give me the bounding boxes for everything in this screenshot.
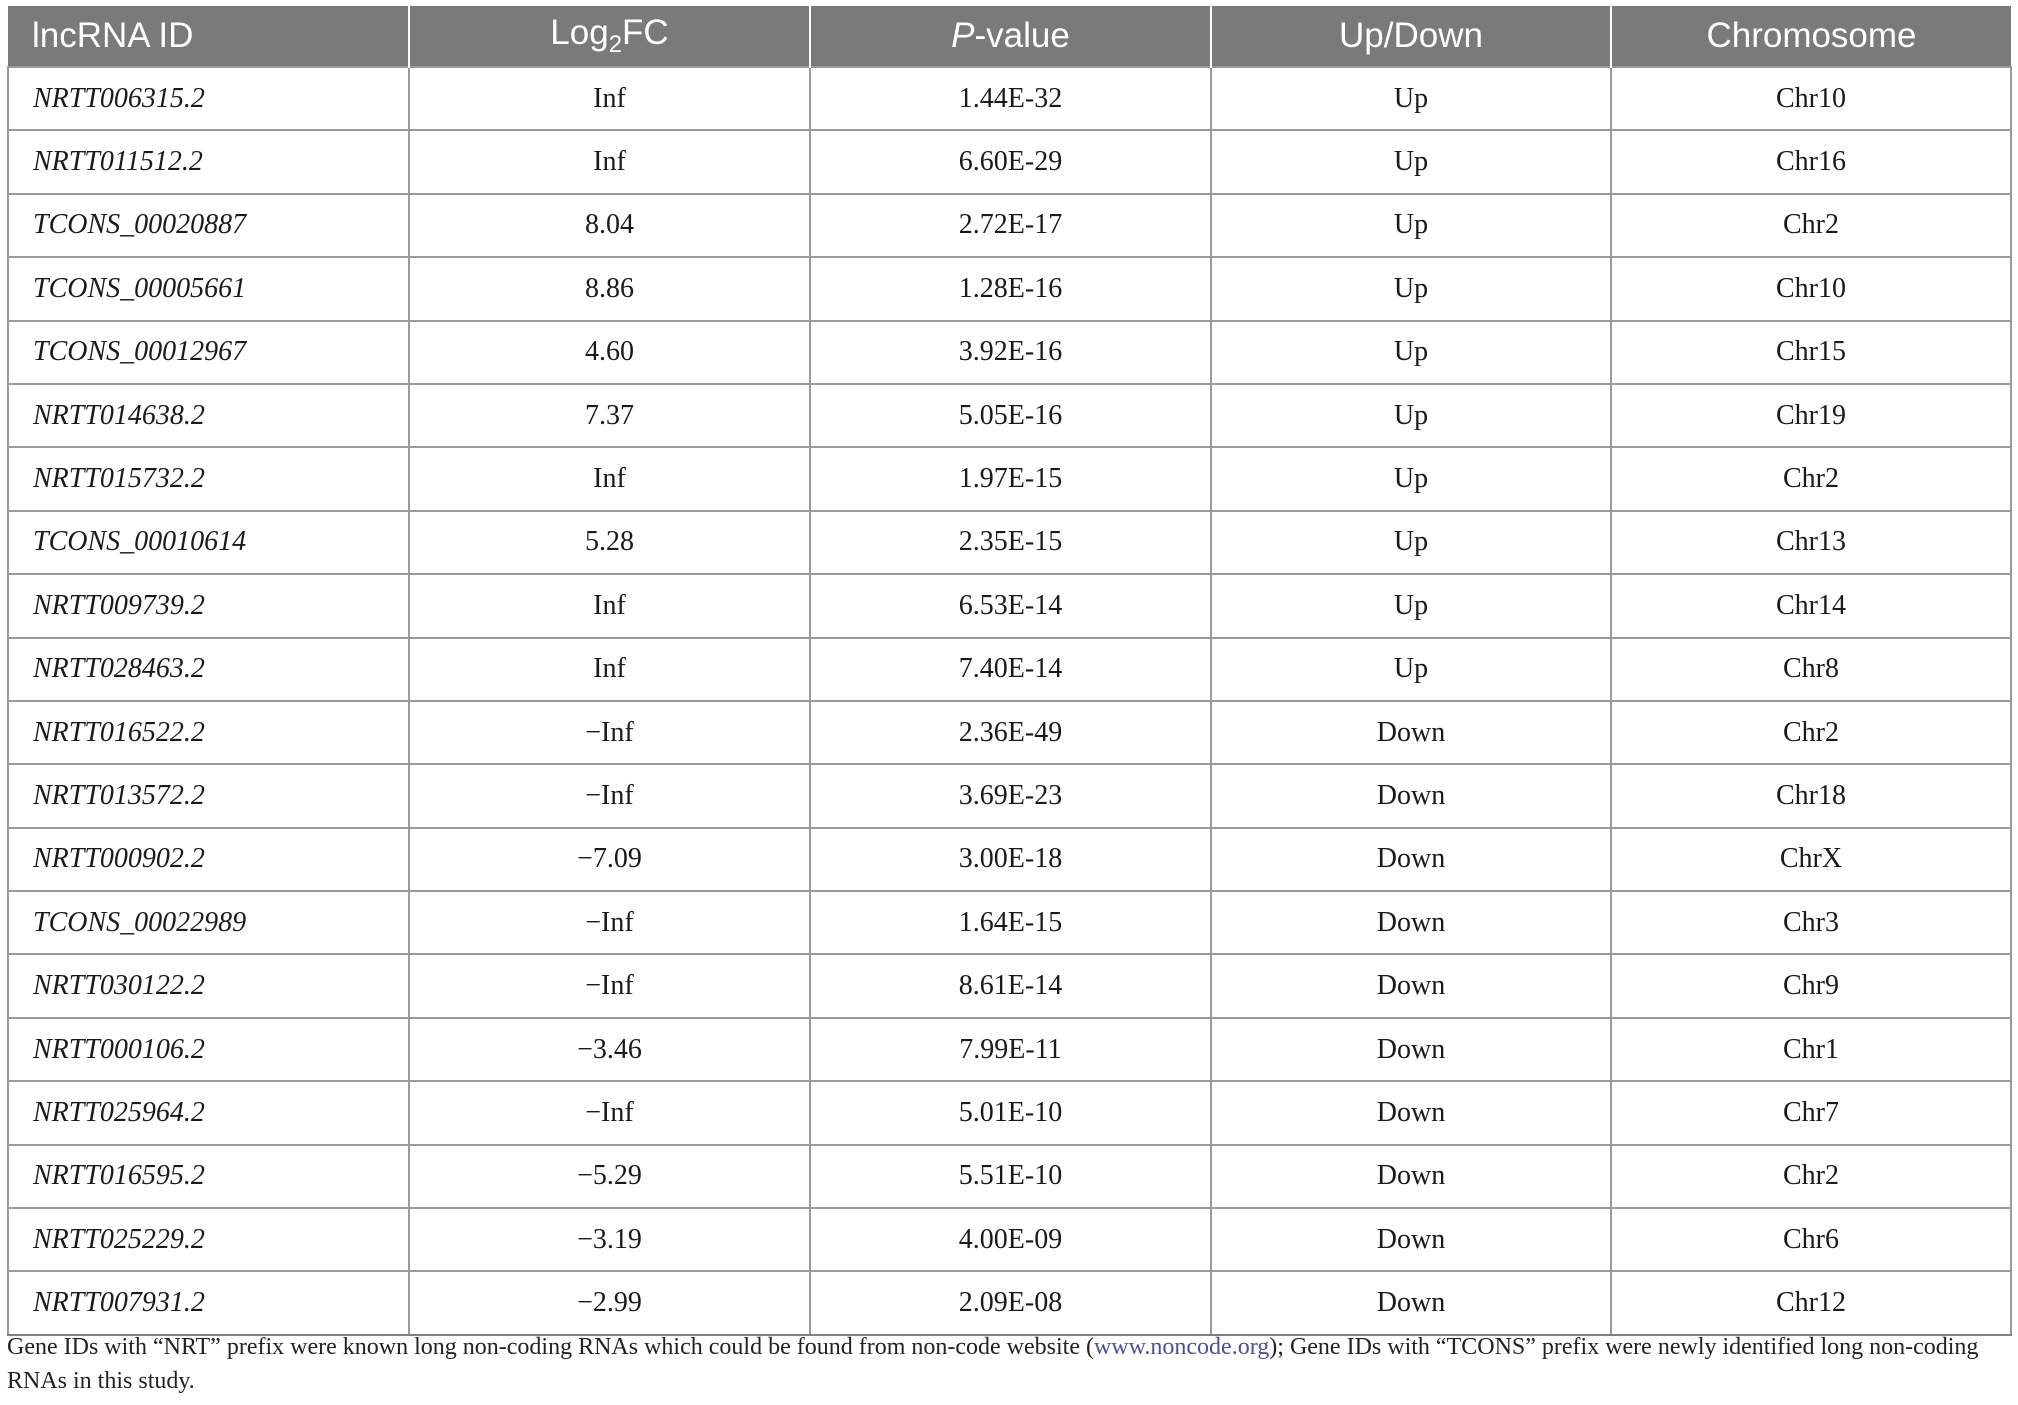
table-row xyxy=(8,1018,2011,1081)
cell-chromosome: Chr8 xyxy=(1611,638,2011,701)
cell-p-value: 4.00E-09 xyxy=(810,1208,1211,1271)
cell-log2fc: 4.60 xyxy=(409,321,810,384)
cell-up-down: Down xyxy=(1211,1208,1611,1271)
cell-up-down: Down xyxy=(1211,764,1611,827)
cell-log2fc: Inf xyxy=(409,67,810,130)
table-container xyxy=(7,6,2010,1336)
cell-chromosome: Chr9 xyxy=(1611,954,2011,1017)
cell-chromosome: Chr14 xyxy=(1611,574,2011,637)
cell-log2fc: Inf xyxy=(409,574,810,637)
cell-chromosome: Chr10 xyxy=(1611,67,2011,130)
cell-p-value: 5.01E-10 xyxy=(810,1081,1211,1144)
cell-chromosome: Chr2 xyxy=(1611,1145,2011,1208)
table-row xyxy=(8,1271,2011,1334)
cell-log2fc: −2.99 xyxy=(409,1271,810,1334)
cell-up-down: Up xyxy=(1211,638,1611,701)
cell-chromosome: Chr1 xyxy=(1611,1018,2011,1081)
cell-up-down: Up xyxy=(1211,67,1611,130)
cell-up-down: Up xyxy=(1211,321,1611,384)
cell-chromosome: ChrX xyxy=(1611,828,2011,891)
cell-lncrna-id: TCONS_00012967 xyxy=(8,321,409,384)
cell-log2fc: −Inf xyxy=(409,891,810,954)
cell-chromosome: Chr2 xyxy=(1611,194,2011,257)
cell-lncrna-id: NRTT016595.2 xyxy=(8,1145,409,1208)
footnote-text-after: ); Gene IDs with “TCONS” prefix were newly identified long non-coding RNAs in this study. xyxy=(7,1334,1979,1394)
cell-chromosome: Chr2 xyxy=(1611,701,2011,764)
table-row xyxy=(8,891,2011,954)
cell-log2fc: −Inf xyxy=(409,954,810,1017)
cell-lncrna-id: NRTT025229.2 xyxy=(8,1208,409,1271)
table-row xyxy=(8,321,2011,384)
table-row xyxy=(8,574,2011,637)
cell-lncrna-id: TCONS_00022989 xyxy=(8,891,409,954)
header-log-prefix: Log xyxy=(550,13,609,52)
lncrna-table xyxy=(7,6,2012,1336)
cell-p-value: 6.53E-14 xyxy=(810,574,1211,637)
cell-up-down: Down xyxy=(1211,1081,1611,1144)
table-body xyxy=(8,67,2011,1335)
table-row xyxy=(8,67,2011,130)
header-p-italic: P xyxy=(951,16,975,55)
cell-up-down: Up xyxy=(1211,574,1611,637)
cell-up-down: Up xyxy=(1211,130,1611,193)
cell-up-down: Up xyxy=(1211,257,1611,320)
table-row xyxy=(8,384,2011,447)
header-p-value xyxy=(810,6,1211,67)
cell-log2fc: 5.28 xyxy=(409,511,810,574)
table-row xyxy=(8,511,2011,574)
header-log-suffix: FC xyxy=(622,13,669,52)
header-log-sub: 2 xyxy=(608,31,623,58)
table-row xyxy=(8,1145,2011,1208)
cell-up-down: Up xyxy=(1211,511,1611,574)
table-row xyxy=(8,828,2011,891)
cell-p-value: 1.44E-32 xyxy=(810,67,1211,130)
cell-p-value: 8.61E-14 xyxy=(810,954,1211,1017)
cell-lncrna-id: NRTT014638.2 xyxy=(8,384,409,447)
table-row xyxy=(8,130,2011,193)
header-lncrna-id: lncRNA ID xyxy=(8,6,409,67)
cell-chromosome: Chr2 xyxy=(1611,447,2011,510)
cell-up-down: Down xyxy=(1211,1271,1611,1334)
cell-chromosome: Chr16 xyxy=(1611,130,2011,193)
cell-chromosome: Chr7 xyxy=(1611,1081,2011,1144)
cell-log2fc: Inf xyxy=(409,638,810,701)
cell-p-value: 5.05E-16 xyxy=(810,384,1211,447)
footnote xyxy=(7,1330,2012,1398)
table-row xyxy=(8,954,2011,1017)
cell-p-value: 5.51E-10 xyxy=(810,1145,1211,1208)
cell-chromosome: Chr10 xyxy=(1611,257,2011,320)
cell-chromosome: Chr6 xyxy=(1611,1208,2011,1271)
cell-up-down: Up xyxy=(1211,194,1611,257)
header-chromosome: Chromosome xyxy=(1611,6,2011,67)
cell-log2fc: −Inf xyxy=(409,701,810,764)
cell-p-value: 3.92E-16 xyxy=(810,321,1211,384)
cell-up-down: Down xyxy=(1211,1018,1611,1081)
cell-p-value: 1.28E-16 xyxy=(810,257,1211,320)
cell-p-value: 2.72E-17 xyxy=(810,194,1211,257)
cell-lncrna-id: NRTT009739.2 xyxy=(8,574,409,637)
cell-p-value: 7.99E-11 xyxy=(810,1018,1211,1081)
cell-p-value: 7.40E-14 xyxy=(810,638,1211,701)
cell-p-value: 2.09E-08 xyxy=(810,1271,1211,1334)
cell-log2fc: −3.46 xyxy=(409,1018,810,1081)
cell-up-down: Down xyxy=(1211,828,1611,891)
cell-chromosome: Chr18 xyxy=(1611,764,2011,827)
header-log2fc xyxy=(409,6,810,67)
cell-up-down: Down xyxy=(1211,701,1611,764)
footnote-text-before: Gene IDs with “NRT” prefix were known long non-coding RNAs which could be found from non-code website ( xyxy=(7,1334,1094,1360)
cell-p-value: 1.97E-15 xyxy=(810,447,1211,510)
header-up-down: Up/Down xyxy=(1211,6,1611,67)
cell-chromosome: Chr19 xyxy=(1611,384,2011,447)
cell-log2fc: −5.29 xyxy=(409,1145,810,1208)
table-row xyxy=(8,1208,2011,1271)
cell-log2fc: Inf xyxy=(409,130,810,193)
header-p-rest: -value xyxy=(974,16,1070,55)
cell-lncrna-id: TCONS_00005661 xyxy=(8,257,409,320)
cell-p-value: 3.00E-18 xyxy=(810,828,1211,891)
cell-up-down: Up xyxy=(1211,447,1611,510)
cell-log2fc: 7.37 xyxy=(409,384,810,447)
table-row xyxy=(8,764,2011,827)
cell-lncrna-id: TCONS_00020887 xyxy=(8,194,409,257)
cell-lncrna-id: NRTT028463.2 xyxy=(8,638,409,701)
cell-lncrna-id: NRTT013572.2 xyxy=(8,764,409,827)
cell-log2fc: −7.09 xyxy=(409,828,810,891)
cell-p-value: 6.60E-29 xyxy=(810,130,1211,193)
table-row xyxy=(8,1081,2011,1144)
cell-p-value: 1.64E-15 xyxy=(810,891,1211,954)
table-row xyxy=(8,257,2011,320)
cell-log2fc: −Inf xyxy=(409,1081,810,1144)
cell-log2fc: 8.04 xyxy=(409,194,810,257)
cell-log2fc: 8.86 xyxy=(409,257,810,320)
cell-up-down: Down xyxy=(1211,891,1611,954)
cell-lncrna-id: NRTT016522.2 xyxy=(8,701,409,764)
cell-up-down: Down xyxy=(1211,1145,1611,1208)
cell-lncrna-id: NRTT000106.2 xyxy=(8,1018,409,1081)
cell-lncrna-id: NRTT000902.2 xyxy=(8,828,409,891)
cell-chromosome: Chr13 xyxy=(1611,511,2011,574)
cell-up-down: Down xyxy=(1211,954,1611,1017)
cell-log2fc: Inf xyxy=(409,447,810,510)
cell-lncrna-id: TCONS_00010614 xyxy=(8,511,409,574)
noncode-link[interactable]: www.noncode.org xyxy=(1093,1334,1270,1360)
cell-log2fc: −3.19 xyxy=(409,1208,810,1271)
cell-lncrna-id: NRTT011512.2 xyxy=(8,130,409,193)
table-row xyxy=(8,194,2011,257)
cell-chromosome: Chr15 xyxy=(1611,321,2011,384)
table-row xyxy=(8,701,2011,764)
cell-chromosome: Chr3 xyxy=(1611,891,2011,954)
table-row xyxy=(8,638,2011,701)
cell-lncrna-id: NRTT030122.2 xyxy=(8,954,409,1017)
header-row xyxy=(8,6,2011,67)
cell-p-value: 2.36E-49 xyxy=(810,701,1211,764)
cell-up-down: Up xyxy=(1211,384,1611,447)
cell-p-value: 3.69E-23 xyxy=(810,764,1211,827)
cell-p-value: 2.35E-15 xyxy=(810,511,1211,574)
cell-lncrna-id: NRTT007931.2 xyxy=(8,1271,409,1334)
cell-chromosome: Chr12 xyxy=(1611,1271,2011,1334)
cell-log2fc: −Inf xyxy=(409,764,810,827)
table-row xyxy=(8,447,2011,510)
cell-lncrna-id: NRTT006315.2 xyxy=(8,67,409,130)
cell-lncrna-id: NRTT015732.2 xyxy=(8,447,409,510)
cell-lncrna-id: NRTT025964.2 xyxy=(8,1081,409,1144)
